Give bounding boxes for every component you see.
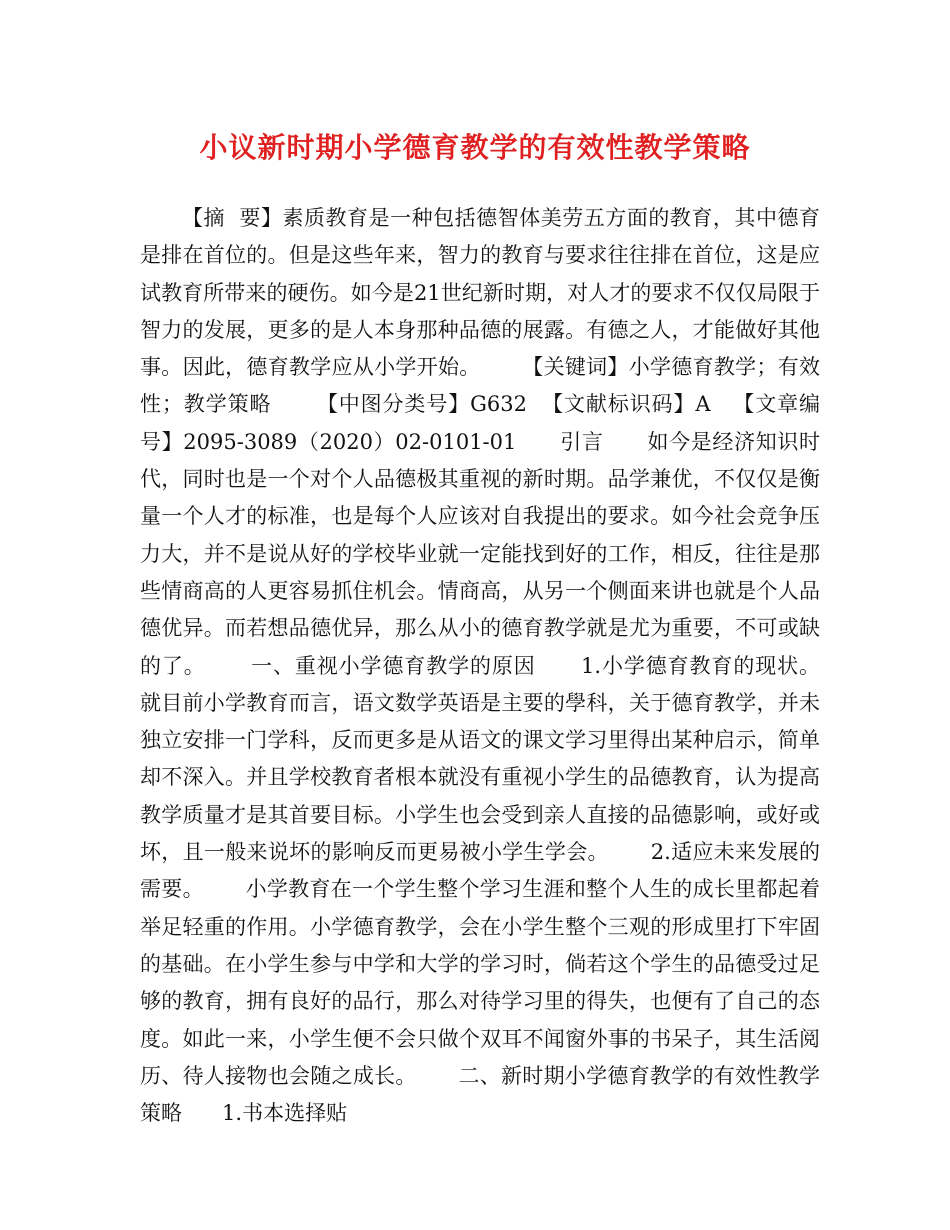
document-body-paragraph: 【摘 要】素质教育是一种包括德智体美劳五方面的教育，其中德育是排在首位的。但是这些年来，智力的教育与要求往往排在首位，这是应试教育所带来的硬伤。如今是21世纪新时期，对人才的要求不仅仅局限于智力的发展，更多的是人本身那种品德的展露。有德之人，才能做好其他事。因此，德育教学应从小学开始。 【关键词】小学德育教学；有效性；教学策略 【中图分类号】G632 【文献标识码】A 【文章编号】2095-3089（2020）02-0101-01 引言 如今是经济知识时代，同时也是一个对个人品德极其重视的新时期。品学兼优，不仅仅是衡量一个人才的标准，也是每个人应该对自我提出的要求。如今社会竞争压力大，并不是说从好的学校毕业就一定能找到好的工作，相反，往往是那些情商高的人更容易抓住机会。情商高，从另一个侧面来讲也就是个人品德优异。而若想品德优异，那么从小的德育教学就是尤为重要，不可或缺的了。 一、重视小学德育教学的原因 1.小学德育教育的现状。 就目前小学教育而言，语文数学英语是主要的學科，关于德育教学，并未独立安排一门学科，反而更多是从语文的课文学习里得出某种启示，简单却不深入。并且学校教育者根本就没有重视小学生的品德教育，认为提高教学质量才是其首要目标。小学生也会受到亲人直接的品德影响，或好或坏，且一般来说坏的影响反而更易被小学生学会。 2.适应未来发展的需要。 小学教育在一个学生整个学习生涯和整个人生的成长里都起着举足轻重的作用。小学德育教学，会在小学生整个三观的形成里打下牢固的基础。在小学生参与中学和大学的学习时，倘若这个学生的品德受过足够的教育，拥有良好的品行，那么对待学习里的得失，也便有了自己的态度。如此一来，小学生便不会只做个双耳不闻窗外事的书呆子，其生活阅历、待人接物也会随之成长。 二、新时期小学德育教学的有效性教学策略 1.书本选择贴: [140, 206, 861, 1126]
document-title: 小议新时期小学德育教学的有效性教学策略: [199, 131, 751, 164]
